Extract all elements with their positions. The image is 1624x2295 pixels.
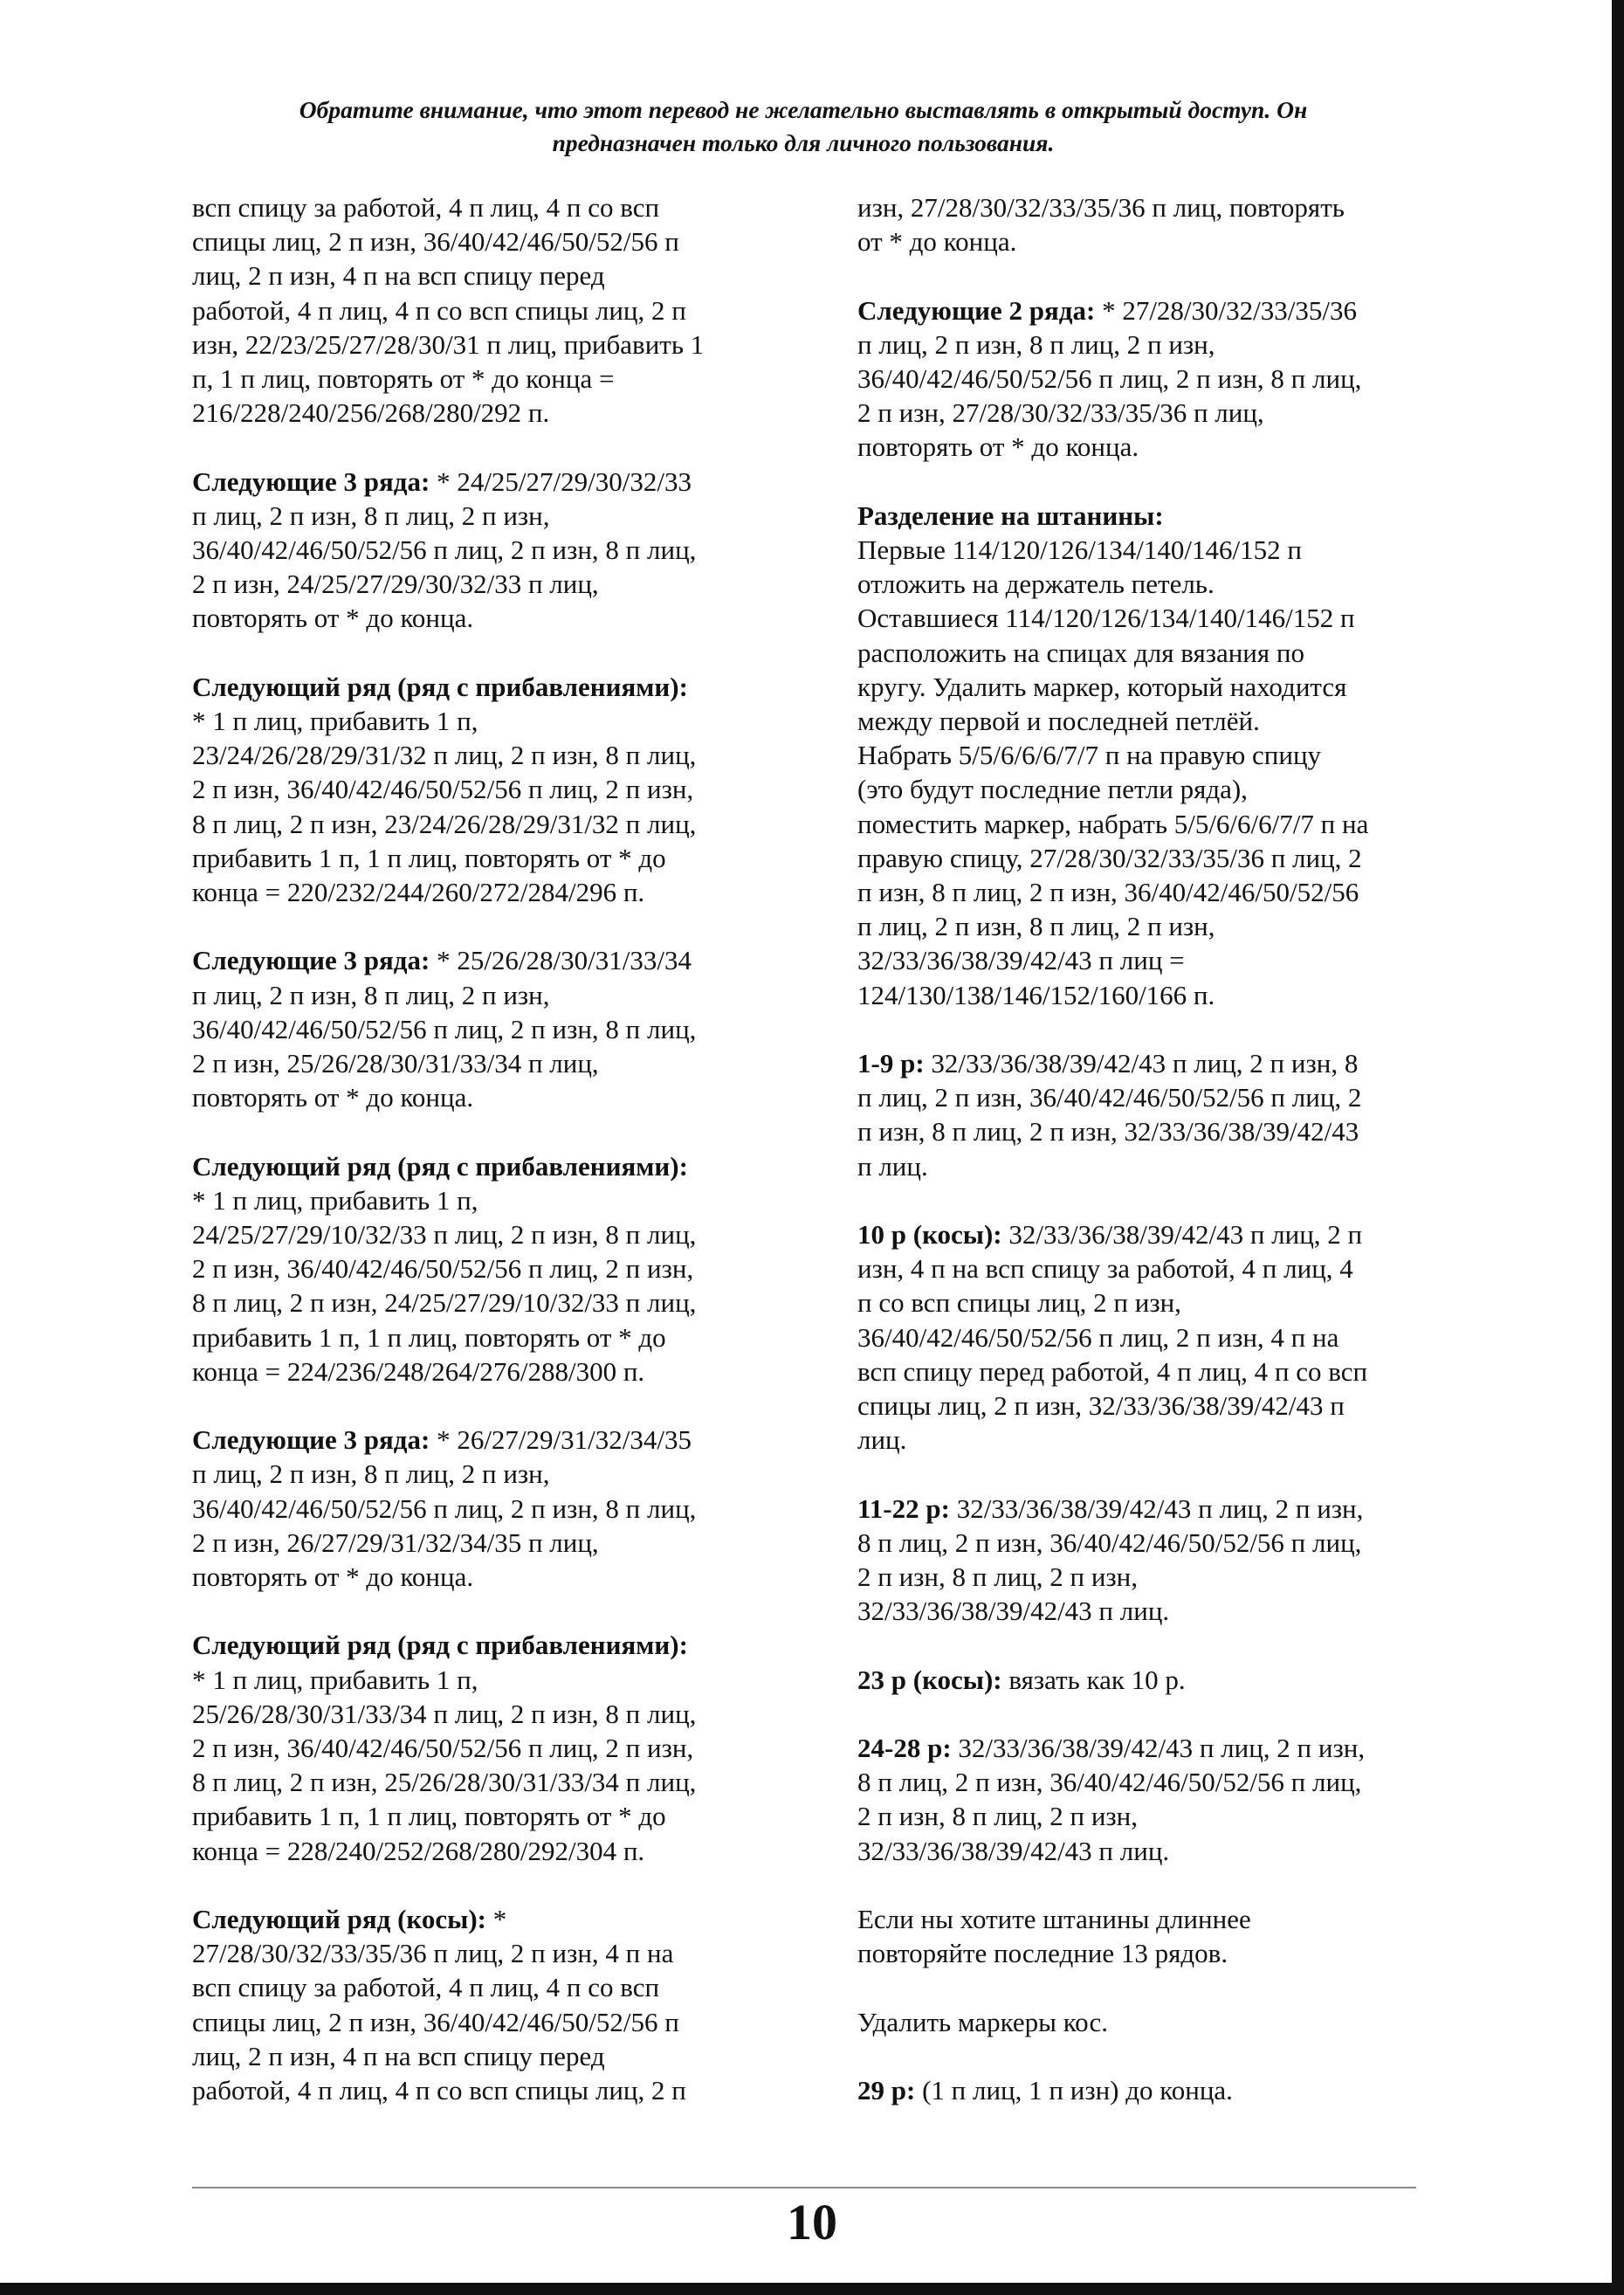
instruction-text: 32/33/36/38/39/42/43 п лиц, 2 п изн,	[951, 1733, 1366, 1764]
instruction-paragraph	[192, 1423, 768, 1594]
instruction-text: 2 п изн, 36/40/42/46/50/52/56 п лиц, 2 п изн,	[192, 774, 694, 805]
instruction-text: всп спицу перед работой, 4 п лиц, 4 п со всп	[857, 1355, 1368, 1387]
instruction-text: 216/228/240/256/268/280/292 п.	[192, 397, 550, 429]
instruction-text: 36/40/42/46/50/52/56 п лиц, 2 п изн, 8 п лиц,	[192, 534, 697, 566]
instruction-text: повторять от * до конца.	[857, 431, 1139, 463]
instruction-text: прибавить 1 п, 1 п лиц, повторять от * до	[192, 842, 666, 873]
instruction-text: п лиц, 2 п изн, 8 п лиц, 2 п изн,	[192, 500, 550, 531]
instruction-paragraph	[857, 2005, 1434, 2039]
instruction-text: 8 п лиц, 2 п изн, 36/40/42/46/50/52/56 п лиц,	[857, 1527, 1362, 1558]
instruction-text: 32/33/36/38/39/42/43 п лиц =	[857, 945, 1185, 976]
header-note	[192, 93, 1414, 160]
instruction-text: п лиц, 2 п изн, 8 п лиц, 2 п изн,	[192, 1458, 550, 1490]
footer-divider	[192, 2187, 1416, 2188]
instruction-text: конца = 224/236/248/264/276/288/300 п.	[192, 1355, 645, 1387]
instruction-paragraph	[857, 293, 1434, 465]
instruction-text: между первой и последней петлёй.	[857, 706, 1260, 737]
instruction-paragraph	[857, 1046, 1434, 1183]
instruction-text: 27/28/30/32/33/35/36 п лиц, 2 п изн, 4 п на	[192, 1938, 674, 1969]
instruction-text: 2 п изн, 25/26/28/30/31/33/34 п лиц,	[192, 1048, 599, 1079]
instruction-text: Оставшиеся 114/120/126/134/140/146/152 п	[857, 603, 1355, 634]
instruction-text: 32/33/36/38/39/42/43 п лиц, 2 п	[1001, 1219, 1363, 1251]
instruction-text: * 24/25/27/29/30/32/33	[430, 465, 692, 497]
instruction-paragraph	[192, 1628, 768, 1867]
instruction-paragraph	[857, 1902, 1434, 1970]
instruction-heading: 24-28 р:	[857, 1733, 952, 1764]
instruction-paragraph	[192, 190, 768, 430]
instruction-text: повторять от * до конца.	[192, 1561, 474, 1593]
instruction-text: п лиц, 2 п изн, 36/40/42/46/50/52/56 п лиц, 2	[857, 1082, 1362, 1113]
instruction-text: 36/40/42/46/50/52/56 п лиц, 2 п изн, 8 п лиц,	[192, 1492, 697, 1524]
instruction-heading: 1-9 р:	[857, 1048, 925, 1079]
instruction-text: Удалить маркеры кос.	[857, 2006, 1108, 2037]
instruction-text: 24/25/27/29/10/32/33 п лиц, 2 п изн, 8 п лиц,	[192, 1219, 697, 1251]
page-number: 10	[787, 2194, 837, 2250]
instruction-text: всп спицу за работой, 4 п лиц, 4 п со всп	[192, 192, 660, 223]
instruction-text: 2 п изн, 26/27/29/31/32/34/35 п лиц,	[192, 1527, 599, 1558]
instruction-text: п изн, 8 п лиц, 2 п изн, 36/40/42/46/50/52/56	[857, 877, 1359, 908]
instruction-text: 8 п лиц, 2 п изн, 23/24/26/28/29/31/32 п лиц,	[192, 808, 697, 839]
instruction-heading: Следующий ряд (косы):	[192, 1904, 486, 1935]
instruction-text: конца = 220/232/244/260/272/284/296 п.	[192, 877, 645, 908]
left-column	[192, 190, 768, 2107]
instruction-text: конца = 228/240/252/268/280/292/304 п.	[192, 1835, 645, 1866]
instruction-text: * 1 п лиц, прибавить 1 п,	[192, 1184, 478, 1216]
instruction-text: Если ны хотите штанины длиннее	[857, 1904, 1251, 1935]
instruction-heading: Следующие 3 ряда:	[192, 1424, 430, 1456]
instruction-text: работой, 4 п лиц, 4 п со всп спицы лиц, 2 п	[192, 2075, 686, 2106]
instruction-text: п лиц, 2 п изн, 8 п лиц, 2 п изн,	[857, 911, 1215, 942]
instruction-text: 124/130/138/146/152/160/166 п.	[857, 979, 1215, 1010]
instruction-text: изн, 4 п на всп спицу за работой, 4 п лиц, 4	[857, 1253, 1353, 1285]
instruction-text: *	[485, 1904, 507, 1935]
right-column	[857, 190, 1434, 2107]
instruction-text: * 25/26/28/30/31/33/34	[430, 945, 692, 976]
instruction-heading: 10 р (косы):	[857, 1219, 1002, 1251]
instruction-heading: 11-22 р:	[857, 1492, 950, 1524]
instruction-paragraph	[192, 670, 768, 909]
instruction-text: лиц, 2 п изн, 4 п на всп спицу перед	[192, 260, 605, 292]
header-note-line-1: Обратите внимание, что этот перевод не желательно выставлять в открытый доступ. Он	[299, 96, 1308, 123]
instruction-paragraph	[192, 943, 768, 1114]
instruction-text: 23/24/26/28/29/31/32 п лиц, 2 п изн, 8 п лиц,	[192, 740, 697, 771]
instruction-text: 32/33/36/38/39/42/43 п лиц, 2 п изн, 8	[924, 1048, 1359, 1079]
instruction-text: 8 п лиц, 2 п изн, 25/26/28/30/31/33/34 п лиц,	[192, 1767, 697, 1798]
instruction-heading: Следующий ряд (ряд с прибавлениями):	[192, 671, 688, 702]
instruction-text: п изн, 8 п лиц, 2 п изн, 32/33/36/38/39/42/43	[857, 1116, 1359, 1148]
instruction-text: изн, 27/28/30/32/33/35/36 п лиц, повторять	[857, 192, 1345, 223]
instruction-text: * 27/28/30/32/33/35/36	[1095, 294, 1357, 326]
instruction-heading: 23 р (косы):	[857, 1664, 1002, 1695]
instruction-heading: Следующие 2 ряда:	[857, 294, 1096, 326]
instruction-text: спицы лиц, 2 п изн, 32/33/36/38/39/42/43 п	[857, 1390, 1345, 1422]
instruction-text: 36/40/42/46/50/52/56 п лиц, 2 п изн, 8 п лиц,	[192, 1013, 697, 1044]
instruction-paragraph	[192, 1149, 768, 1389]
instruction-paragraph	[857, 499, 1434, 1012]
instruction-paragraph	[857, 1217, 1434, 1457]
instruction-heading: Следующие 3 ряда:	[192, 945, 430, 976]
instruction-paragraph	[857, 1731, 1434, 1868]
instruction-paragraph	[857, 1663, 1434, 1697]
instruction-text: п лиц.	[857, 1150, 928, 1182]
instruction-text: * 1 п лиц, прибавить 1 п,	[192, 1664, 478, 1695]
instruction-text: п, 1 п лиц, повторять от * до конца =	[192, 363, 615, 395]
instruction-text: всп спицу за работой, 4 п лиц, 4 п со всп	[192, 1972, 660, 2003]
instruction-text: работой, 4 п лиц, 4 п со всп спицы лиц, 2 п	[192, 294, 686, 326]
instruction-text: прибавить 1 п, 1 п лиц, повторять от * до	[192, 1801, 666, 1832]
instruction-text: * 1 п лиц, прибавить 1 п,	[192, 706, 478, 737]
instruction-text: * 26/27/29/31/32/34/35	[430, 1424, 692, 1456]
instruction-text: п лиц, 2 п изн, 8 п лиц, 2 п изн,	[857, 328, 1215, 360]
instruction-heading: 29 р:	[857, 2075, 916, 2106]
instruction-paragraph	[857, 2073, 1434, 2107]
instruction-text: 2 п изн, 27/28/30/32/33/35/36 п лиц,	[857, 397, 1264, 429]
instruction-heading: Следующий ряд (ряд с прибавлениями):	[192, 1150, 688, 1182]
instruction-text: п со всп спицы лиц, 2 п изн,	[857, 1287, 1181, 1319]
instruction-text: 2 п изн, 8 п лиц, 2 п изн,	[857, 1561, 1139, 1593]
instruction-text: лиц.	[857, 1424, 907, 1456]
instruction-text: вязать как 10 р.	[1001, 1664, 1186, 1695]
instruction-text: (1 п лиц, 1 п изн) до конца.	[915, 2075, 1233, 2106]
instruction-text: Первые 114/120/126/134/140/146/152 п	[857, 534, 1302, 565]
instruction-text: прибавить 1 п, 1 п лиц, повторять от * до	[192, 1321, 666, 1353]
instruction-text: Набрать 5/5/6/6/6/7/7 п на правую спицу	[857, 740, 1322, 771]
instruction-text: 36/40/42/46/50/52/56 п лиц, 2 п изн, 8 п лиц,	[857, 363, 1362, 394]
instruction-text: (это будут последние петли ряда),	[857, 774, 1248, 805]
instruction-text: 2 п изн, 8 п лиц, 2 п изн,	[857, 1801, 1139, 1832]
instruction-text: лиц, 2 п изн, 4 п на всп спицу перед	[192, 2040, 605, 2071]
instruction-text: поместить маркер, набрать 5/5/6/6/6/7/7 п на	[857, 808, 1369, 839]
instruction-text: расположить на спицах для вязания по	[857, 637, 1304, 668]
instruction-text: от * до конца.	[857, 226, 1017, 258]
instruction-paragraph	[857, 190, 1434, 258]
instruction-text: 25/26/28/30/31/33/34 п лиц, 2 п изн, 8 п лиц,	[192, 1698, 697, 1729]
instruction-text: 32/33/36/38/39/42/43 п лиц.	[857, 1595, 1170, 1627]
instruction-text: 36/40/42/46/50/52/56 п лиц, 2 п изн, 4 п на	[857, 1321, 1339, 1353]
instruction-heading: Следующие 3 ряда:	[192, 465, 430, 497]
instruction-text: 2 п изн, 36/40/42/46/50/52/56 п лиц, 2 п изн,	[192, 1733, 694, 1764]
instruction-text: повторяйте последние 13 рядов.	[857, 1938, 1228, 1969]
header-note-line-2: предназначен только для личного пользования.	[552, 129, 1055, 156]
instruction-paragraph	[192, 1902, 768, 2107]
instruction-text: повторять от * до конца.	[192, 603, 474, 634]
instruction-heading: Следующий ряд (ряд с прибавлениями):	[192, 1630, 688, 1661]
instruction-paragraph	[192, 465, 768, 636]
instruction-text: правую спицу, 27/28/30/32/33/35/36 п лиц, 2	[857, 842, 1362, 873]
instruction-text: спицы лиц, 2 п изн, 36/40/42/46/50/52/56 п	[192, 226, 679, 258]
instruction-text: 32/33/36/38/39/42/43 п лиц, 2 п изн,	[949, 1492, 1364, 1524]
instruction-text: спицы лиц, 2 п изн, 36/40/42/46/50/52/56 п	[192, 2006, 679, 2037]
instruction-text: 8 п лиц, 2 п изн, 36/40/42/46/50/52/56 п лиц,	[857, 1767, 1362, 1798]
instruction-text: кругу. Удалить маркер, который находится	[857, 671, 1347, 702]
instruction-text: 8 п лиц, 2 п изн, 24/25/27/29/10/32/33 п лиц,	[192, 1287, 697, 1319]
instruction-text: п лиц, 2 п изн, 8 п лиц, 2 п изн,	[192, 979, 550, 1010]
instruction-heading: Разделение на штанины:	[857, 500, 1164, 531]
instruction-text: 32/33/36/38/39/42/43 п лиц.	[857, 1835, 1170, 1866]
instruction-text: изн, 22/23/25/27/28/30/31 п лиц, прибавить 1	[192, 328, 705, 360]
instruction-text: 2 п изн, 36/40/42/46/50/52/56 п лиц, 2 п изн,	[192, 1253, 694, 1285]
instruction-text: отложить на держатель петель.	[857, 569, 1215, 600]
instruction-text: повторять от * до конца.	[192, 1082, 474, 1113]
instruction-text: 2 п изн, 24/25/27/29/30/32/33 п лиц,	[192, 569, 599, 600]
instruction-paragraph	[857, 1492, 1434, 1629]
